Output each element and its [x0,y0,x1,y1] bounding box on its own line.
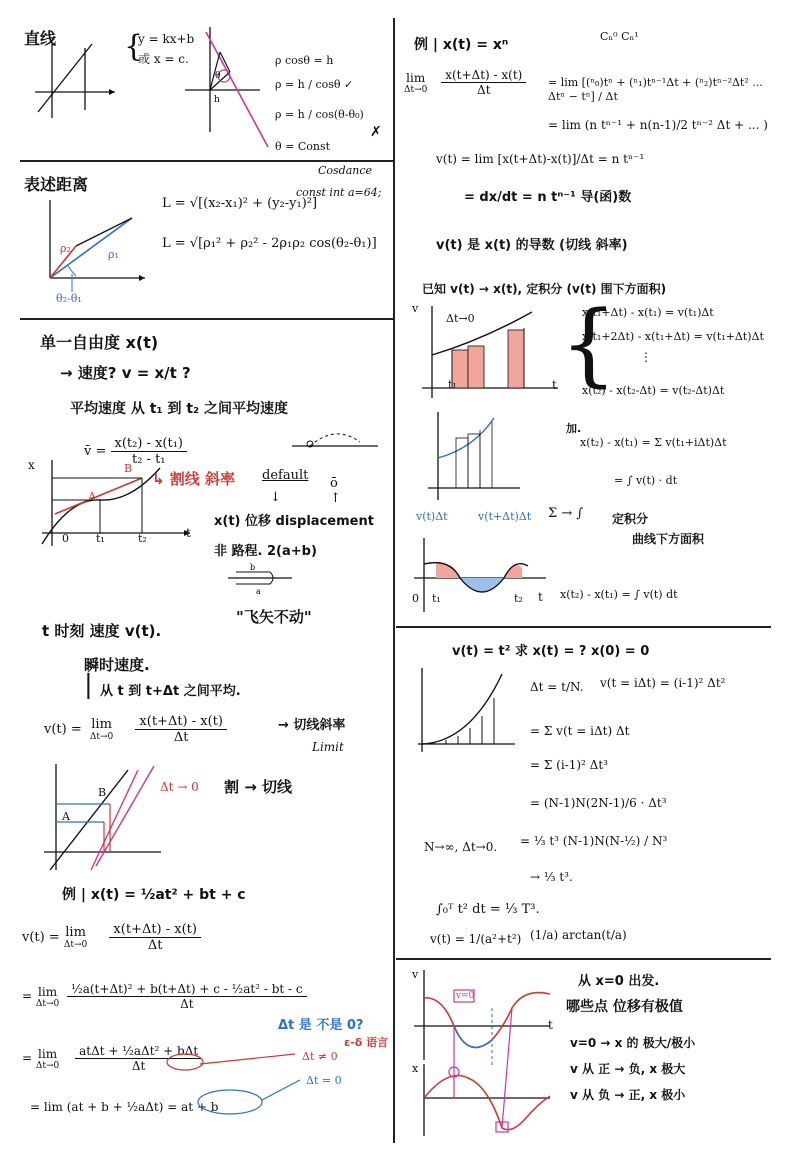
sec2-title: 表述距离 [24,175,89,194]
ex2-t2b: t₂ [514,592,523,605]
sec3-speed: → 速度? v = x/t ? [60,364,191,382]
sec4-lim-sub: Δt→0 [89,732,114,742]
ex3-given: v(t) = t² 求 x(t) = ? x(0) = 0 [452,644,650,659]
ex2-frac [441,68,526,97]
ex1-lim-op2 [36,985,59,1009]
sec2-angle: θ₂-θ₁ [56,292,82,305]
sec3-xaxis: t [186,526,191,540]
divider-left-2 [20,318,393,320]
ex1-den2: Δt [180,997,194,1011]
ex2-v: v(t) = lim [x(t+Δt)-x(t)]/Δt = n tⁿ⁻¹ [436,152,645,166]
sec3-ptA: A [88,490,96,503]
ex2-r2: x(t₁+2Δt) - x(t₁+Δt) = v(t₁+Δt)Δt [582,330,764,343]
ex3-s3: = (N-1)N(2N-1)/6 · Δt³ [530,796,667,810]
ex3-v2: v(t) = 1/(a²+t²) [430,932,522,946]
ex2-lim: lim [406,70,426,85]
sec4-tangent-graph [36,762,166,872]
ex4-xlabel: x [412,1062,419,1075]
ex1-lim-op1 [64,925,87,950]
sec1-eq2: 或 x = c. [138,52,189,66]
sec4-inst: 瞬时速度. [84,656,150,674]
ex4-v0: v=0 [456,991,475,1001]
ex2-r1: x(t₁+Δt) - x(t₁) = v(t₁)Δt [582,306,714,319]
ex3-dt: Δt = t/N. [530,680,584,694]
ex1-num1: x(t+Δt) - x(t) [109,922,201,938]
ex2-title: 例 | x(t) = xⁿ [414,37,509,53]
sec3-ptB: B [124,462,133,475]
ex1-frac2 [67,982,307,1011]
ex2-area-graph [412,300,562,400]
sec2-corner: Cosdance [318,164,373,177]
ex4-tlabel: t [548,1018,553,1032]
sec3-vbar-den: t₂ - t₁ [131,452,166,467]
ex2-known: 已知 v(t) → x(t), 定积分 (v(t) 围下方面积) [422,282,667,296]
sec1-p3: ρ = h / cos(θ-θ₀) [275,108,364,121]
sec3-title: 单一自由度 x(t) [40,333,159,352]
ex2-signed-area-graph [410,536,550,616]
ex1-line3: = lim Δt→0 $\frac{\text{atΔt + ½aΔt² + bΔt}}{\Delta t}$ [22,1044,202,1073]
sec3-o-mark: ō ↑ [330,476,341,506]
ex3-s2: = Σ (i-1)² Δt³ [530,758,608,772]
sec1-brace: { [124,29,144,64]
ex2-tlabel1: t [552,378,557,392]
ex2-num: x(t+Δt) - x(t) [441,68,526,83]
ex1-sub2: Δt→0 [35,998,60,1009]
sec4-tangent: → 切线斜率 [278,718,346,733]
sec4-lim-eq [44,714,227,745]
sec3-down-arrow: ↓ [270,490,281,505]
sec1-polar-graph [180,22,270,152]
divider-right-1 [396,626,771,628]
ex1-lim-op3 [36,1047,59,1071]
ex1-num3: atΔt + ½aΔt² + bΔt [75,1044,202,1059]
ex2-den: Δt [477,83,491,97]
sec2-distance-graph [30,198,150,303]
sec4-lim-lhs: v(t) = [44,722,82,737]
ex2-sum-eq: x(t₂) - x(t₁) = Σ v(t₁+iΔt)Δt [580,436,727,449]
ex2-vlabel1: v [412,302,419,315]
ex1-line2: = lim Δt→0 $\frac{\text{½a(t+Δt)² + b(t+Δt) + c - ½at² - bt - c}}{\Delta t}$ [22,982,307,1011]
sec3-path: 非 路程. 2(a+b) [214,544,317,559]
sec4-dt0 [160,780,199,794]
sec4-cut: 割 → 切线 [224,778,293,796]
sec2-l1: L = √[(x₂-x₁)² + (y₂-y₁)²] [162,196,318,211]
ex2-sub: Δt→0 [404,84,428,95]
sec4-bar: | [84,670,93,700]
svg-text:a: a [256,587,261,596]
divider-right-2 [396,958,771,960]
ex1-lim3: lim [38,1046,58,1061]
sec4-ptA: A [62,810,70,823]
ex1-lim2: lim [38,984,58,999]
sec3-vbar-lhs: v̄ = [84,444,107,459]
ex1-q2: ε-δ 语言 [344,1036,389,1049]
sec4-lim-frac [135,714,227,745]
ex2-binom: Cₙ⁰ Cₙ¹ [600,30,639,43]
ex2-sumint: Σ → ∫ [548,506,584,521]
ex1-v-lhs: v(t) = [22,930,60,945]
ex4-from: 从 x=0 出发. [578,974,660,989]
sec1-title: 直线 [24,29,57,48]
ex1-num2: ½a(t+Δt)² + b(t+Δt) + c - ½at² - bt - c [67,982,307,997]
ex3-parabola-graph [410,664,520,754]
sec3-default: default [262,468,309,483]
sec1-p1: ρ cosθ = h [275,54,334,67]
ex1-sub1: Δt→0 [63,940,88,950]
ex2-head: v(t) 是 x(t) 的导数 (切线 斜率) [436,238,628,253]
sec2-rho2: ρ₂ [60,242,71,255]
ex1-den1: Δt [147,938,163,953]
sec4-lim-den: Δt [173,730,189,745]
sec2-rho1: ρ₁ [108,248,119,261]
ex2-area: 曲线下方面积 [632,532,705,546]
ex3-s5: → ⅓ t³. [530,870,573,884]
sec3-secant: ↳ 割线 斜率 [152,470,236,488]
ex1-frac1 [109,922,201,953]
sec4-dt0-text: Δt → 0 [160,780,199,794]
sec3-t1: t₁ [96,532,105,545]
ex2-tlabel2: t [538,590,543,604]
sec1-p2: ρ = h / cosθ ✓ [275,78,354,91]
sec4-lim-num: x(t+Δt) - x(t) [135,714,227,730]
ex2-add: 加. [566,422,582,435]
ex2-dtlabel: Δt→0 [446,312,475,325]
center-divider [393,18,395,1143]
sec2-l1-note: const int a=64; [296,186,382,199]
sec4-title: t 时刻 速度 v(t). [42,622,162,640]
ex1-lim1: lim [65,925,86,940]
ex2-t1b: t₁ [432,592,441,605]
ex1-q1: Δt 是 不是 0? [278,1018,364,1033]
ex2-vdt2: v(t+Δt)Δt [478,510,532,523]
ex2-lim-op [404,71,427,95]
sec4-lim-word: lim [91,717,112,732]
svg-text:θ: θ [215,71,221,81]
ex1-n2: Δt = 0 [306,1074,342,1087]
sec2-l2: L = √[ρ₁² + ρ₂² - 2ρ₁ρ₂ cos(θ₂-θ₁)] [162,236,377,251]
sec3-path-sketch [226,562,296,596]
ex2-origin2: 0 [412,592,419,605]
ex3-vt: v(t = iΔt) = (i-1)² Δt² [600,676,726,690]
ex2-l2: = lim (n tⁿ⁻¹ + n(n-1)/2 tⁿ⁻² Δt + ... ) [548,118,768,132]
sec1-p3-mark: ✗ [370,124,382,140]
sec4-lim-op [90,717,113,742]
ex4-r2: v 从 正 → 负, x 极大 [570,1062,686,1076]
ex3-s4: = ⅓ t³ (N-1)N(N-½) / N³ [520,834,668,848]
sec3-disp: x(t) 位移 displacement [214,514,374,529]
ex2-riemann-graph [424,408,524,508]
ex1-annotation-arrows [160,1040,320,1120]
svg-text:b: b [250,563,256,572]
ex1-line1 [22,922,201,953]
ex4-which: 哪些点 位移有极值 [566,999,683,1015]
sec4-ptB: B [98,786,107,799]
ex2-brace: { [560,292,618,397]
ex1-sub3: Δt→0 [35,1060,60,1071]
ex1-n1: Δt ≠ 0 [302,1050,338,1063]
ex3-lim: N→∞, Δt→0. [424,840,498,854]
sec4-quote: "飞矢不动" [236,608,312,626]
sec1-p4: θ = Const [275,140,331,153]
sec4-limit: Limit [312,740,344,754]
ex2-int-eq: = ∫ v(t) · dt [614,474,678,487]
sec1-eq1: y = kx+b [138,32,195,46]
ex4-vlabel: v [412,968,419,981]
sec3-t2: t₂ [138,532,147,545]
ex4-vt-graph [408,968,558,1138]
ex2-r4: x(t₂) - x(t₂-Δt) = v(t₂-Δt)Δt [582,384,725,397]
ex2-deriv: = dx/dt = n tⁿ⁻¹ 导(函)数 [464,190,632,205]
ex1-den3: Δt [131,1059,146,1073]
ex3-atan: (1/a) arctan(t/a) [530,928,627,942]
sec3-origin: 0 [62,532,69,545]
ex4-r3: v 从 负 → 正, x 极小 [570,1088,686,1102]
sec3-vbar-num: x(t₂) - x(t₁) [111,436,187,452]
ex1-line4: = lim (at + b + ½aΔt) = at + b [30,1100,219,1114]
ex1-title: 例 | x(t) = ½at² + bt + c [62,887,246,903]
ex2-def: 定积分 [612,512,649,526]
sec3-yaxis: x [28,458,35,472]
ex3-s1: = Σ v(t = iΔt) Δt [530,724,630,738]
svg-text:h: h [214,95,220,105]
sec3-avg: 平均速度 从 t₁ 到 t₂ 之间平均速度 [70,401,289,417]
ex2-expand: = lim [(ⁿ₀)tⁿ + (ⁿ₁)tⁿ⁻¹Δt + (ⁿ₂)tⁿ⁻²Δt² ... Δtⁿ − tⁿ] / Δt [548,76,763,103]
ex2-r3: ⋮ [640,350,652,364]
ex4-r1: v=0 → x 的 极大/极小 [570,1036,696,1050]
ex2-line1 [404,68,526,97]
sec4-between: 从 t 到 t+Δt 之间平均. [100,684,241,699]
divider-left-1 [20,160,393,162]
ex3-int: ∫₀ᵀ t² dt = ⅓ T³. [436,902,540,917]
sec3-motion-sketch [290,424,380,454]
sec1-axes-graph [30,40,120,120]
ex2-final: x(t₂) - x(t₁) = ∫ v(t) dt [560,588,678,601]
ex2-t1a: t₁ [448,378,457,391]
ex2-vdt1: v(t)Δt [416,510,448,523]
